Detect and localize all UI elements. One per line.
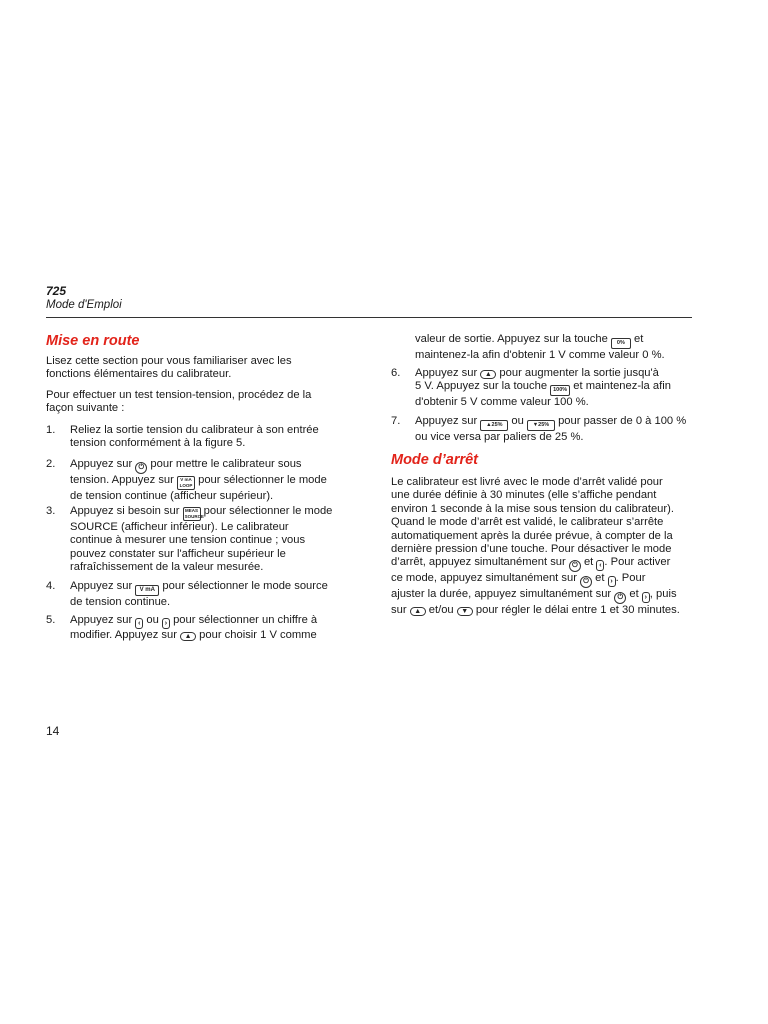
para-text: ce mode, appuyez simultanément sur xyxy=(391,572,581,585)
heading-mode-arret: Mode d’arrêt xyxy=(391,452,479,468)
step-text: de tension continue. xyxy=(70,596,171,608)
step-text: Reliez la sortie tension du calibrateur à son entrée xyxy=(70,424,319,436)
step-down-25-key-icon: ▼25% xyxy=(527,420,555,431)
step-text: ou vice versa par paliers de 25 %. xyxy=(415,431,584,443)
hundred-percent-key-icon: 100% xyxy=(550,385,570,396)
step-text: pouvez constater sur l'afficheur supérieur le xyxy=(70,547,286,560)
para-text: et xyxy=(592,572,608,585)
para-text: et/ou xyxy=(425,604,457,617)
up-arrow-key-icon: ▲ xyxy=(180,632,196,641)
step-text: continue à mesurer une tension continue ; vous xyxy=(70,534,306,547)
step-text: tension. Appuyez sur xyxy=(70,474,177,486)
right-arrow-key-icon: › xyxy=(162,618,170,629)
step-number: 1. xyxy=(46,424,56,436)
step-text: Appuyez sur xyxy=(70,580,136,592)
step-text: Appuyez sur xyxy=(70,458,136,470)
step-text: ou xyxy=(508,415,527,427)
intro-paragraph-1: Lisez cette section pour vous familiariser avec les fonctions élémentaires du calibrateur. xyxy=(46,355,292,381)
para-line: automatiquement après la durée prévue, à compter de la xyxy=(391,529,673,542)
power-key-icon: ⏻ xyxy=(135,462,147,474)
step-text: modifier. Appuyez sur xyxy=(70,629,181,641)
up-arrow-key-icon: ▲ xyxy=(480,370,496,379)
step-text: pour passer de 0 à 100 % xyxy=(554,415,687,427)
para-text: d’arrêt, appuyez simultanément sur xyxy=(391,556,569,569)
header-rule xyxy=(46,317,692,318)
para-line: une durée définie à 30 minutes (elle s’affiche pendant xyxy=(391,489,657,502)
step-text: pour choisir 1 V comme xyxy=(196,629,317,641)
para-text: . Pour xyxy=(615,572,646,585)
para-line: Le calibrateur est livré avec le mode d’arrêt validé pour xyxy=(391,476,663,488)
step-text: pour sélectionner un chiffre à xyxy=(169,614,318,626)
page-number: 14 xyxy=(46,724,60,738)
up-arrow-key-icon: ▲ xyxy=(410,607,426,616)
para-line: dernière pression d’une touche. Pour désactiver le mode xyxy=(391,543,672,556)
para-text: ajuster la durée, appuyez simultanément sur xyxy=(391,588,615,601)
step-text: Appuyez sur xyxy=(415,367,481,379)
power-key-icon: ⏻ xyxy=(569,560,581,572)
step-number: 6. xyxy=(391,367,401,379)
step-text: Appuyez sur xyxy=(70,614,136,626)
step-text: et xyxy=(630,333,644,345)
step-text: pour augmenter la sortie jusqu'à xyxy=(496,367,659,379)
para-text: et xyxy=(580,556,597,569)
step-text: pour sélectionner le mode source xyxy=(159,580,328,592)
step-number: 2. xyxy=(46,458,56,470)
step-text: valeur de sortie. Appuyez sur la touche xyxy=(415,333,611,345)
step-text: tension conformément à la figure 5. xyxy=(70,437,246,450)
left-arrow-key-icon: ‹ xyxy=(135,618,143,629)
step-number: 4. xyxy=(46,580,56,592)
step-text: pour sélectionner le mode xyxy=(200,505,333,517)
right-arrow-key-icon: › xyxy=(642,592,650,603)
para-text: sur xyxy=(391,604,410,617)
step-text: de tension continue (afficheur supérieur). xyxy=(70,490,274,502)
down-arrow-key-icon: ▼ xyxy=(457,607,473,616)
para-text: pour régler le délai entre 1 et 30 minutes. xyxy=(472,604,680,617)
para-text: , puis xyxy=(649,588,677,601)
para-text: . Pour activer xyxy=(604,556,671,569)
step-number: 3. xyxy=(46,505,56,517)
step-text: SOURCE (afficheur inférieur). Le calibrateur xyxy=(70,521,289,533)
power-key-icon: ⏻ xyxy=(580,576,592,588)
para-text: et xyxy=(626,588,642,601)
v-ma-loop-key-icon: V mA LOOP xyxy=(177,476,195,490)
step-text: Appuyez si besoin sur xyxy=(70,505,183,517)
step-up-25-key-icon: ▲25% xyxy=(480,420,508,431)
mode-arret-paragraph xyxy=(391,476,691,618)
meas-source-key-icon: MEAS SOURCE xyxy=(184,508,204,519)
step-text: ou xyxy=(143,614,162,626)
step-text: pour mettre le calibrateur sous xyxy=(147,458,302,470)
step-text: pour sélectionner le mode xyxy=(194,474,327,486)
left-arrow-key-icon: ‹ xyxy=(596,560,604,571)
step-number: 5. xyxy=(46,614,56,626)
zero-percent-key-icon: 0% xyxy=(611,338,631,349)
step-text: rafraîchissement de la valeur mesurée. xyxy=(70,561,264,574)
intro-paragraph-2: Pour effectuer un test tension-tension, procédez de la façon suivante : xyxy=(46,389,312,415)
manual-title: Mode d'Emploi xyxy=(46,299,122,311)
step-number: 7. xyxy=(391,415,401,427)
v-ma-key-icon: V mA xyxy=(135,585,159,596)
para-line: environ 1 seconde à la mise sous tension du calibrateur). xyxy=(391,502,674,515)
manual-model: 725 xyxy=(46,284,67,298)
step-text: Appuyez sur xyxy=(415,415,481,427)
step-5-continued xyxy=(415,333,705,362)
para-line: Quand le mode d’arrêt est validé, le calibrateur s’arrête xyxy=(391,516,664,529)
step-text: 5 V. Appuyez sur la touche xyxy=(415,380,551,393)
heading-mise-en-route: Mise en route xyxy=(46,333,140,349)
power-key-icon: ⏻ xyxy=(614,592,626,604)
step-text: d'obtenir 5 V comme valeur 100 %. xyxy=(415,396,589,409)
step-text: et maintenez-la afin xyxy=(570,380,671,393)
step-text: maintenez-la afin d'obtenir 1 V comme valeur 0 %. xyxy=(415,349,665,361)
right-arrow-key-icon: › xyxy=(608,576,616,587)
